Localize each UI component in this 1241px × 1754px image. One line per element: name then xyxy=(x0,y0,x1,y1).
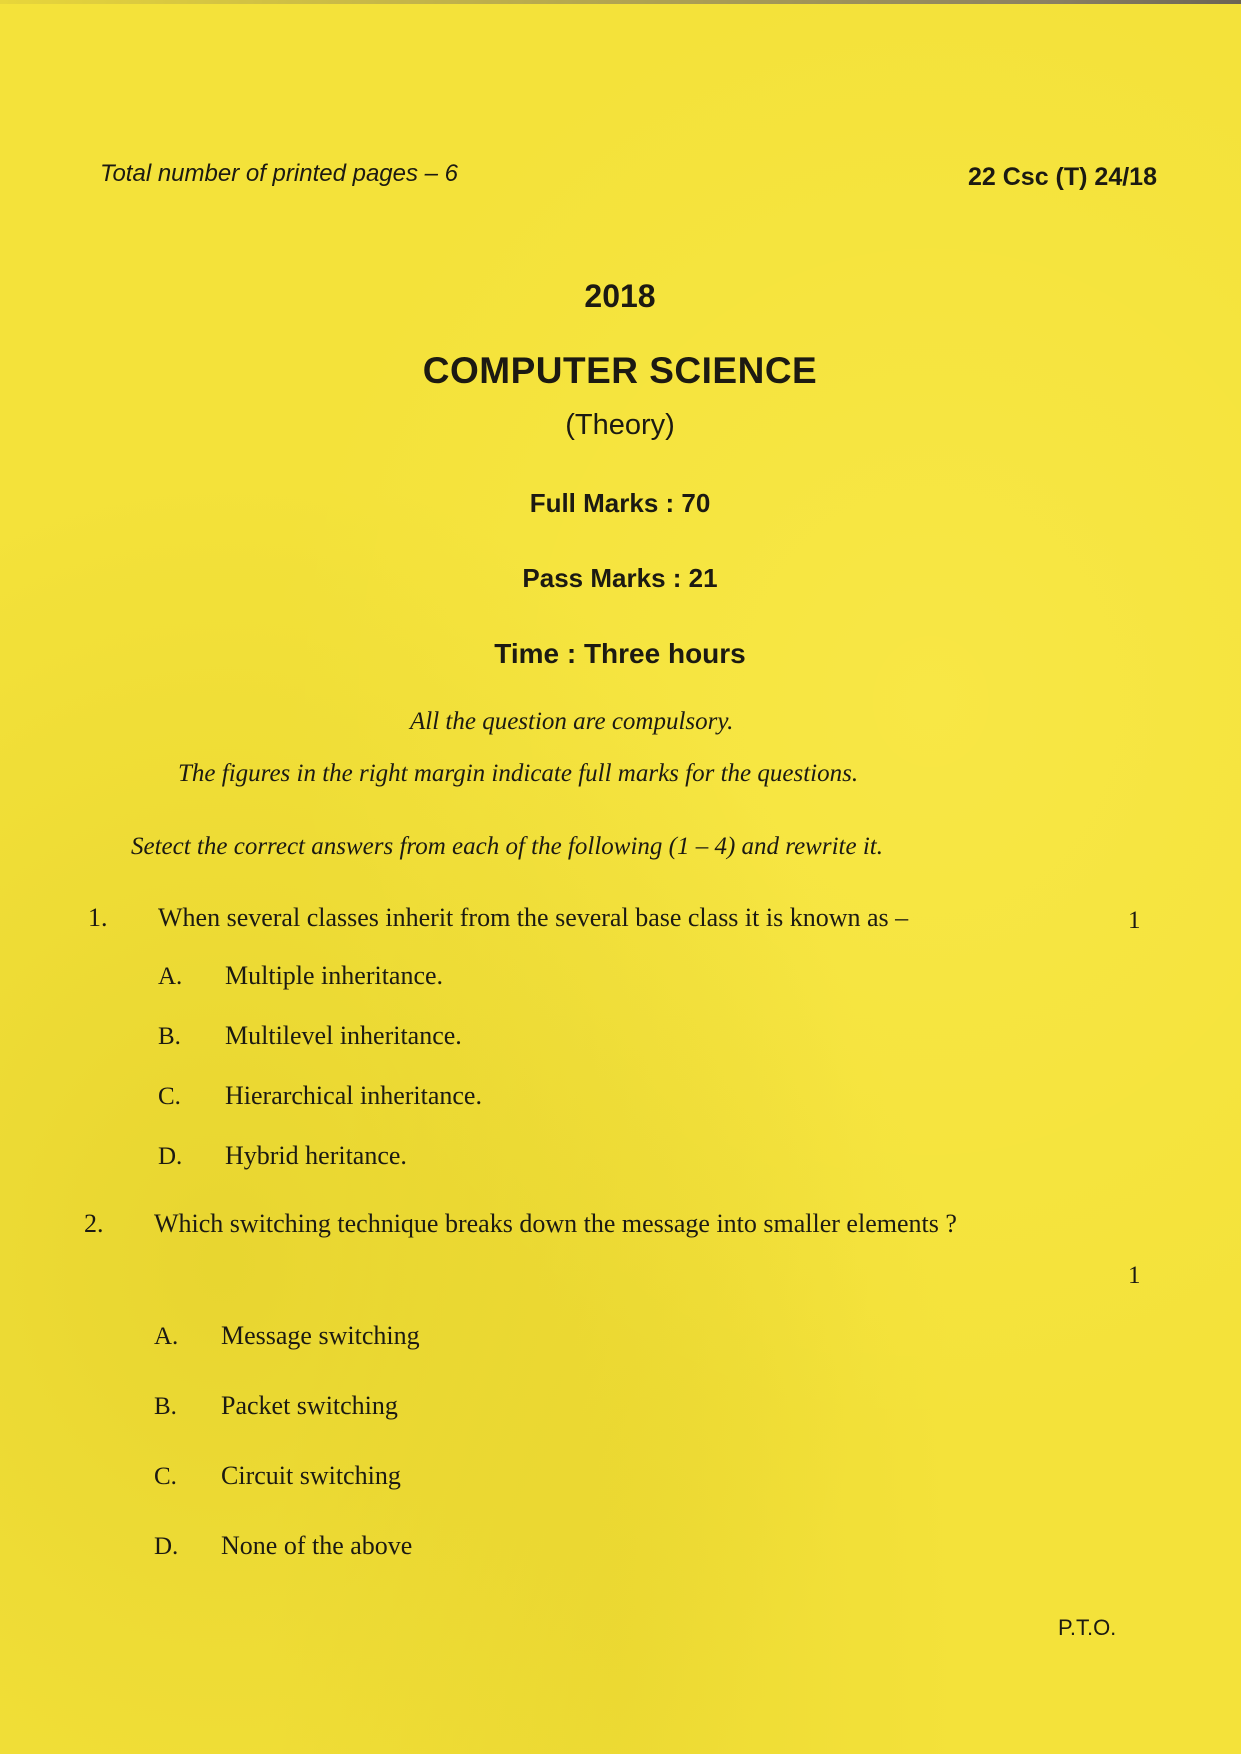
option-letter: C. xyxy=(154,1463,177,1490)
page-top-edge xyxy=(0,0,1241,4)
option-letter: A. xyxy=(154,1323,179,1350)
option-text: Message switching xyxy=(221,1321,420,1350)
paper-code: 22 Csc (T) 24/18 xyxy=(968,163,1157,191)
question-number: 1. xyxy=(88,903,108,932)
exam-time: Time : Three hours xyxy=(494,638,746,669)
option-text: Multilevel inheritance. xyxy=(225,1021,462,1050)
option-letter: D. xyxy=(158,1143,183,1170)
question-text: When several classes inherit from the several base class it is known as – xyxy=(158,903,909,932)
exam-year: 2018 xyxy=(584,278,656,314)
question-text: Which switching technique breaks down the message into smaller elements ? xyxy=(154,1209,957,1238)
option-text: Hierarchical inheritance. xyxy=(225,1081,482,1110)
option-text: None of the above xyxy=(221,1531,413,1560)
option-letter: B. xyxy=(154,1393,177,1420)
option-text: Multiple inheritance. xyxy=(225,961,444,990)
paper-type: (Theory) xyxy=(565,409,675,441)
printed-pages-note: Total number of printed pages – 6 xyxy=(100,160,459,187)
option-text: Hybrid heritance. xyxy=(225,1141,407,1170)
option-letter: A. xyxy=(158,963,183,990)
question-number: 2. xyxy=(84,1209,104,1238)
subject-title: COMPUTER SCIENCE xyxy=(422,350,818,391)
instruction-compulsory: All the question are compulsory. xyxy=(410,708,734,735)
option-text: Circuit switching xyxy=(221,1461,401,1490)
option-letter: B. xyxy=(158,1023,181,1050)
question-marks: 1 xyxy=(1128,907,1141,934)
instruction-select: Setect the correct answers from each of the following (1 – 4) and rewrite it. xyxy=(131,833,883,860)
question-marks: 1 xyxy=(1128,1262,1141,1289)
pass-marks: Pass Marks : 21 xyxy=(522,563,718,593)
full-marks: Full Marks : 70 xyxy=(529,488,711,518)
please-turn-over: P.T.O. xyxy=(1058,1615,1117,1640)
option-letter: D. xyxy=(154,1533,179,1560)
option-text: Packet switching xyxy=(221,1391,398,1420)
instruction-marks: The figures in the right margin indicate full marks for the questions. xyxy=(178,760,859,787)
option-letter: C. xyxy=(158,1083,181,1110)
